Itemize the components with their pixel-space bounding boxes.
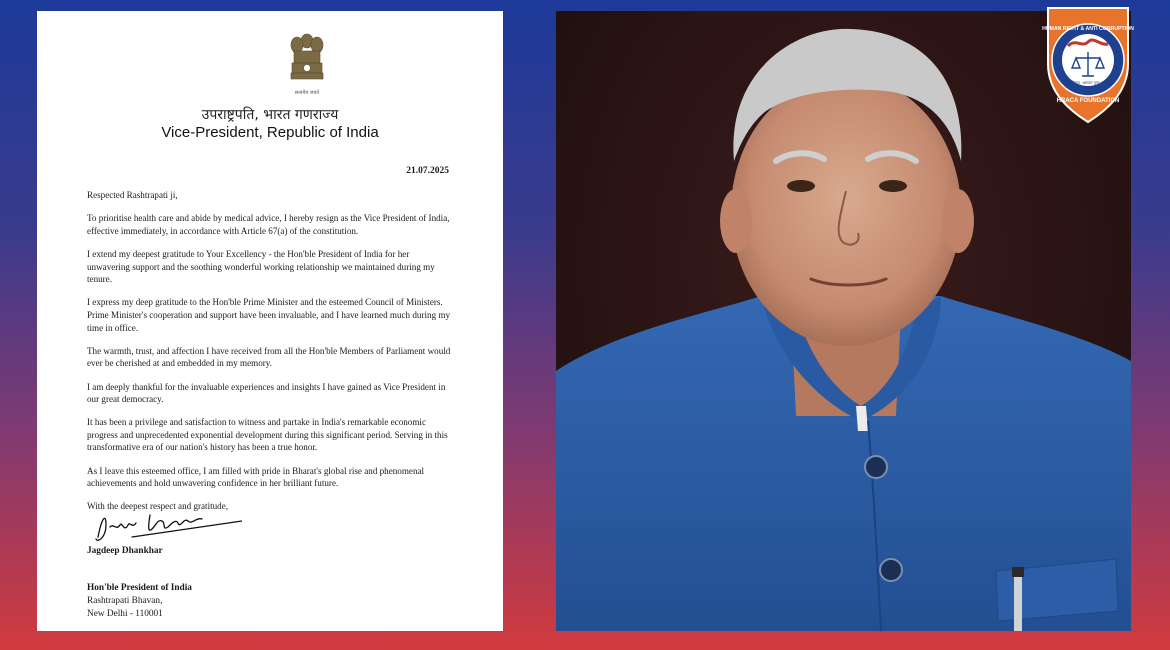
paragraph: I am deeply thankful for the invaluable experiences and insights I have gained as Vice President in our great democracy. <box>87 381 446 405</box>
jacket-button <box>865 456 887 478</box>
emblem-motto: सत्यमेव जयते <box>294 90 320 96</box>
paragraph: It has been a privilege and satisfaction to witness and partake in India's remarkable economic progress and unprecedented exponential development during this significant period. Serving in this transformative era of our nation's history has been a true honor. <box>87 417 448 453</box>
paragraph: The warmth, trust, and affection I have received from all the Hon'ble Members of Parliament would ever be cherished at and embedded in my memory. <box>87 345 451 369</box>
paragraph: I express my deep gratitude to the Hon'ble Prime Minister and the esteemed Council of Ministers. Prime Minister's cooperation and support have been invaluable, and I have learned much during my time in office. <box>87 297 451 333</box>
address-line: Rashtrapati Bhavan, <box>87 596 163 606</box>
letter-date: 21.07.2025 <box>406 166 449 176</box>
english-title: Vice-President, Republic of India <box>161 124 379 141</box>
letter-body <box>87 189 453 524</box>
closing-line: With the deepest respect and gratitude, <box>87 501 229 512</box>
hraca-foundation-logo <box>1042 2 1134 124</box>
signer-name: Jagdeep Dhankhar <box>87 546 163 556</box>
logo-hindi-text: अधिकार, भ्रष्टाचार मुक्त न्याय <box>1068 81 1108 85</box>
handwritten-signature <box>92 507 242 547</box>
jacket-button <box>880 559 902 581</box>
logo-ring-text: HUMAN RIGHT & ANTI CORRUPTION <box>1042 26 1134 32</box>
salutation: Respected Rashtrapati ji, <box>87 190 178 200</box>
paragraph: To prioritise health care and abide by medical advice, I hereby resign as the Vice President of India, effective immediately, in accordance with Article 67(a) of the constitution. <box>87 213 450 236</box>
paragraph: I extend my deepest gratitude to Your Excellency - the Hon'ble President of India for her unwavering support and the soothing wonderful working relationship we maintained during my tenure. <box>87 248 435 285</box>
recipient-address <box>87 582 192 621</box>
resignation-letter <box>37 11 503 631</box>
paragraph: As I leave this esteemed office, I am filled with pride in Bharat's global rise and phenomenal achievements and hold unwavering confidence in her brilliant future. <box>87 465 425 489</box>
address-line: New Delhi - 110001 <box>87 609 163 619</box>
national-emblem-icon <box>287 31 327 101</box>
hindi-title: उपराष्ट्रपति, भारत गणराज्य <box>201 107 339 123</box>
logo-foundation-text: HRACA FOUNDATION <box>1056 98 1120 104</box>
address-line: Hon'ble President of India <box>87 583 192 593</box>
